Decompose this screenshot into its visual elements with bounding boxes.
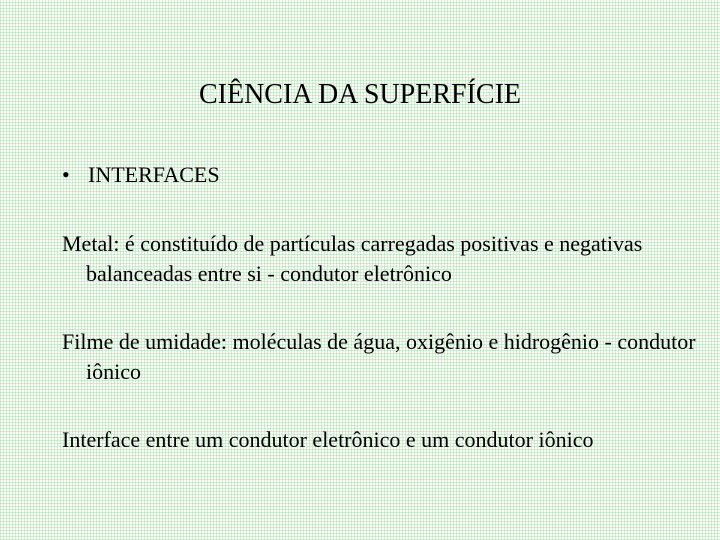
bullet-text: INTERFACES xyxy=(88,162,220,187)
bullet-item-interfaces xyxy=(62,161,220,189)
paragraph-metal: Metal: é constituído de partículas carregadas positivas e negativas balanceadas entre si - condutor eletrônico xyxy=(62,231,643,286)
paragraph-filme-umidade: Filme de umidade: moléculas de água, oxigênio e hidrogênio - condutor iônico xyxy=(62,329,696,384)
bullet-marker: • xyxy=(62,162,70,187)
slide-title: CIÊNCIA DA SUPERFÍCIE xyxy=(198,79,522,110)
paragraph-interface: Interface entre um condutor eletrônico e um condutor iônico xyxy=(62,427,594,452)
